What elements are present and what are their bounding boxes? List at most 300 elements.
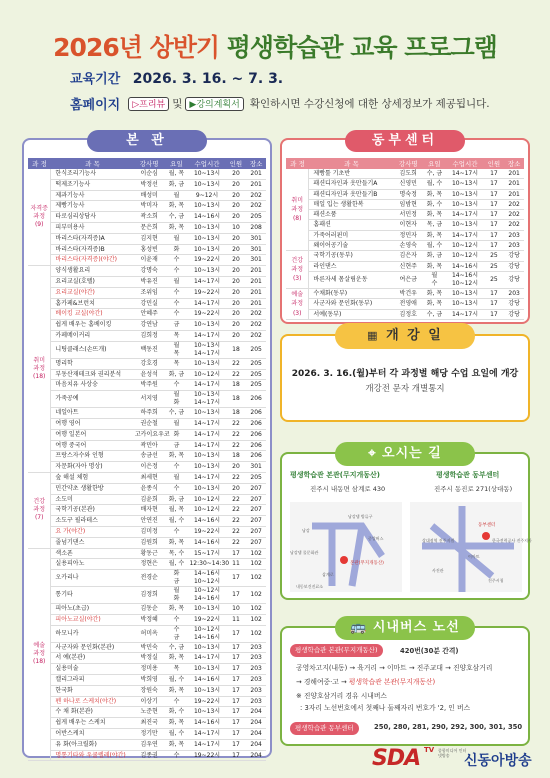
category-cell: 건강 과정 (3) bbox=[286, 251, 309, 289]
table-cell: 권순철 bbox=[134, 418, 165, 429]
table-cell: 20 bbox=[226, 298, 247, 309]
category-cell: 예술 과정 (3) bbox=[286, 288, 309, 319]
table-cell: 10~12시 bbox=[446, 251, 483, 261]
table-row bbox=[28, 642, 266, 653]
table-cell: 205 bbox=[246, 358, 266, 369]
table-cell: 10~13시 bbox=[188, 244, 225, 255]
table-cell: 17 bbox=[484, 241, 505, 251]
course-name-cell: 하모니카 bbox=[51, 625, 134, 642]
table-cell: 14~16시 bbox=[188, 537, 225, 548]
table-cell: 203 bbox=[246, 675, 266, 686]
table-cell: 201 bbox=[504, 189, 524, 199]
table-cell: 월, 수 bbox=[422, 179, 446, 189]
table-cell: 207 bbox=[246, 494, 266, 505]
table-cell: 14~17시 bbox=[188, 739, 225, 750]
course-name-cell: 한국화 bbox=[51, 685, 134, 696]
course-name-cell: 바리스타(자격증)B bbox=[51, 244, 134, 255]
course-name-cell: 실용미술 bbox=[51, 664, 134, 675]
table-cell: 204 bbox=[246, 718, 266, 729]
table-cell: 10~13시 bbox=[188, 408, 225, 419]
table-cell: 202 bbox=[246, 190, 266, 201]
table-cell: 102 bbox=[246, 570, 266, 587]
table-cell: 수 금 bbox=[164, 625, 188, 642]
syllabus-chip[interactable]: ▶강의계획서 bbox=[185, 97, 243, 111]
course-name-cell: 패션소품 bbox=[309, 210, 394, 220]
table-cell: 월 bbox=[164, 233, 188, 244]
table-cell: 10~12시 bbox=[446, 241, 483, 251]
course-name-cell: 피아노(초급) bbox=[51, 604, 134, 615]
table-cell: 17 bbox=[226, 664, 247, 675]
table-cell: 수, 금 bbox=[164, 642, 188, 653]
column-header: 요일 bbox=[164, 158, 188, 169]
table-cell: 화, 목 bbox=[164, 604, 188, 615]
course-name-cell: 제빵기능사 bbox=[51, 201, 134, 212]
table-cell: 신현주 bbox=[394, 261, 422, 271]
table-cell: 203 bbox=[246, 685, 266, 696]
table-cell: 박민숙 bbox=[134, 642, 165, 653]
table-row bbox=[28, 483, 266, 494]
table-row bbox=[286, 210, 524, 220]
table-cell: 201 bbox=[246, 287, 266, 298]
table-row bbox=[28, 559, 266, 570]
table-cell: 202 bbox=[504, 220, 524, 230]
column-header: 장소 bbox=[504, 158, 524, 169]
course-name-cell: 색소폰 bbox=[51, 548, 134, 559]
column-header: 장소 bbox=[246, 158, 266, 169]
course-name-cell: 쉽게 배우는 스케치 bbox=[51, 718, 134, 729]
table-cell: 20 bbox=[226, 179, 247, 190]
table-cell: 김정희 bbox=[134, 587, 165, 604]
table-cell: 목 bbox=[164, 664, 188, 675]
table-row bbox=[286, 299, 524, 309]
table-cell: 월, 수 bbox=[164, 559, 188, 570]
table-cell: 10~13시 bbox=[188, 266, 225, 277]
table-row bbox=[286, 288, 524, 298]
table-cell: 고카이요우코 bbox=[134, 429, 165, 440]
table-row bbox=[28, 653, 266, 664]
table-cell: 301 bbox=[246, 255, 266, 266]
table-cell: 22 bbox=[226, 369, 247, 380]
main-table-header bbox=[28, 158, 266, 169]
table-cell: 17 bbox=[484, 179, 505, 189]
course-name-cell: 숲 해설 체험 bbox=[51, 472, 134, 483]
table-cell: 최진국 bbox=[134, 718, 165, 729]
table-cell: 10~12시 14~16시 bbox=[188, 587, 225, 604]
table-cell: 22 bbox=[226, 516, 247, 527]
table-cell: 월, 수 bbox=[164, 675, 188, 686]
table-cell: 203 bbox=[246, 653, 266, 664]
table-row bbox=[28, 179, 266, 190]
table-cell: 이현자 bbox=[394, 220, 422, 230]
east-map-address: 진주시 동진로 271(상대동) bbox=[434, 485, 513, 493]
table-cell: 월 bbox=[164, 472, 188, 483]
course-name-cell: 자문화(자아 명상) bbox=[51, 462, 134, 473]
table-cell: 화, 목 bbox=[164, 739, 188, 750]
table-cell: 10~13시 14~17시 bbox=[188, 391, 225, 408]
map-label: 삼계로 bbox=[322, 572, 334, 577]
table-cell: 14~16시 bbox=[188, 212, 225, 223]
table-cell: 207 bbox=[246, 483, 266, 494]
directions-box bbox=[280, 446, 532, 600]
table-row bbox=[28, 222, 266, 233]
course-name-cell: 사군자와 문인화(본관) bbox=[51, 642, 134, 653]
table-cell: 14~17시 bbox=[446, 309, 483, 319]
table-cell: 박희영 bbox=[134, 675, 165, 686]
table-cell: 10~13시 bbox=[188, 358, 225, 369]
course-name-cell: 매일 입는 생활한복 bbox=[309, 199, 394, 209]
table-cell: 203 bbox=[504, 241, 524, 251]
table-cell: 하주희 bbox=[134, 408, 165, 419]
title-year: 2026년 상반기 bbox=[53, 33, 220, 62]
course-name-cell: 피부미용사 bbox=[51, 222, 134, 233]
table-cell: 301 bbox=[246, 244, 266, 255]
table-cell: 10~13시 bbox=[446, 189, 483, 199]
course-name-cell: 통기타 bbox=[51, 587, 134, 604]
table-cell: 20 bbox=[226, 330, 247, 341]
table-cell: 최세현 bbox=[134, 472, 165, 483]
table-cell: 배자현 bbox=[134, 505, 165, 516]
table-cell: 19~22시 bbox=[188, 614, 225, 625]
table-cell: 11 bbox=[226, 559, 247, 570]
table-cell: 15~17시 bbox=[188, 548, 225, 559]
table-cell: 202 bbox=[504, 199, 524, 209]
table-cell: 안혜주 bbox=[134, 309, 165, 320]
table-cell: 강당 bbox=[504, 251, 524, 261]
table-cell: 송금선 bbox=[134, 451, 165, 462]
table-cell: 월, 수 bbox=[164, 516, 188, 527]
main-location-pin-icon bbox=[340, 556, 348, 564]
course-name-cell: 카페메이커리 bbox=[51, 330, 134, 341]
table-cell: 화, 목 bbox=[422, 230, 446, 240]
table-row bbox=[286, 241, 524, 251]
table-cell: 정미용 bbox=[134, 664, 165, 675]
table-row bbox=[28, 212, 266, 223]
table-cell: 강연남 bbox=[134, 320, 165, 331]
table-cell: 20 bbox=[226, 169, 247, 179]
table-cell: 목 bbox=[164, 358, 188, 369]
sda-logo-tv: TV bbox=[424, 746, 435, 754]
table-cell: 25 bbox=[484, 251, 505, 261]
table-cell: 금 bbox=[164, 320, 188, 331]
table-cell: 17 bbox=[484, 299, 505, 309]
table-cell: 월, 수 bbox=[422, 241, 446, 251]
table-cell: 14~16시 bbox=[188, 675, 225, 686]
table-cell: 허미옥 bbox=[134, 625, 165, 642]
table-cell: 월 bbox=[164, 276, 188, 287]
table-cell: 화, 목 bbox=[164, 537, 188, 548]
table-cell: 김우연 bbox=[134, 739, 165, 750]
bus-route-a: 공영차고지(내동) → 육거리 → 이마트 → 진주교대 → 진양호삼거리 bbox=[296, 664, 493, 672]
table-cell: 203 bbox=[504, 288, 524, 298]
directions-heading: ⌖ 오시는 길 bbox=[335, 442, 475, 466]
table-cell: 화, 목 bbox=[422, 189, 446, 199]
main-map-area bbox=[290, 502, 402, 592]
table-row bbox=[28, 391, 266, 408]
course-name-cell: 라인댄스 bbox=[309, 261, 394, 271]
bus-route-box bbox=[280, 620, 530, 746]
map-label: 한국전력공사 진주지사 bbox=[492, 538, 532, 543]
table-cell: 20 bbox=[226, 287, 247, 298]
preview-chip[interactable]: ▷프리뷰 bbox=[128, 97, 169, 111]
table-cell: 화 bbox=[164, 429, 188, 440]
table-cell: 202 bbox=[246, 320, 266, 331]
table-cell: 19~22시 bbox=[188, 696, 225, 707]
table-cell: 박정실 bbox=[134, 653, 165, 664]
course-name-cell: 서 예(본관) bbox=[51, 653, 134, 664]
table-row bbox=[28, 537, 266, 548]
course-name-cell: 가죽공예 bbox=[51, 391, 134, 408]
table-cell: 서지영 bbox=[134, 391, 165, 408]
course-name-cell: 어반스케치 bbox=[51, 729, 134, 740]
table-row bbox=[28, 675, 266, 686]
table-cell: 화, 목 bbox=[164, 653, 188, 664]
table-cell: 203 bbox=[246, 664, 266, 675]
table-cell: 20 bbox=[226, 233, 247, 244]
table-row bbox=[28, 190, 266, 201]
table-cell: 화, 목 bbox=[164, 222, 188, 233]
table-row bbox=[28, 169, 266, 179]
table-cell: 수 bbox=[164, 526, 188, 537]
table-row bbox=[286, 230, 524, 240]
table-cell: 22 bbox=[226, 429, 247, 440]
opening-line1: 2026. 3. 16.(월)부터 각 과정별 해당 수업 요일에 개강 bbox=[291, 369, 519, 379]
table-cell: 목, 수 bbox=[164, 548, 188, 559]
east-location-pin-icon bbox=[482, 532, 490, 540]
table-cell: 22 bbox=[226, 526, 247, 537]
opening-date-box bbox=[280, 328, 530, 422]
table-cell: 수 bbox=[164, 462, 188, 473]
table-cell: 17 bbox=[226, 587, 247, 604]
table-cell: 205 bbox=[246, 472, 266, 483]
table-cell: 206 bbox=[246, 408, 266, 419]
table-row bbox=[28, 462, 266, 473]
table-row bbox=[286, 199, 524, 209]
table-cell: 14~16시 bbox=[188, 516, 225, 527]
course-name-cell: 홈카페&브런치 bbox=[51, 298, 134, 309]
opening-heading: ▦ 개 강 일 bbox=[335, 323, 475, 349]
table-cell: 10~13시 bbox=[188, 222, 225, 233]
table-row bbox=[286, 309, 524, 319]
table-cell: 10~13시 bbox=[446, 179, 483, 189]
table-cell: 19~22시 bbox=[188, 287, 225, 298]
table-cell: 수 bbox=[164, 255, 188, 266]
table-cell: 김윤희 bbox=[134, 494, 165, 505]
table-cell: 월 화 bbox=[164, 587, 188, 604]
table-row bbox=[28, 494, 266, 505]
table-cell: 14~17시 bbox=[188, 418, 225, 429]
table-cell: 김동순 bbox=[134, 604, 165, 615]
table-cell: 명숙정 bbox=[394, 189, 422, 199]
table-cell: 17 bbox=[226, 625, 247, 642]
table-row bbox=[286, 169, 524, 179]
table-row bbox=[28, 255, 266, 266]
location-maps bbox=[282, 496, 532, 596]
course-name-cell: 오카리나 bbox=[51, 570, 134, 587]
table-cell: 14~16시 bbox=[188, 718, 225, 729]
table-cell: 10~13시 bbox=[188, 462, 225, 473]
column-header: 요일 bbox=[422, 158, 446, 169]
table-row bbox=[28, 472, 266, 483]
table-cell: 화 bbox=[164, 244, 188, 255]
column-header: 과 정 bbox=[28, 158, 51, 169]
table-row bbox=[28, 276, 266, 287]
table-cell: 22 bbox=[226, 505, 247, 516]
table-cell: 강당 bbox=[504, 299, 524, 309]
course-name-cell: 양식생활요리 bbox=[51, 266, 134, 277]
table-cell: 월, 수 bbox=[164, 729, 188, 740]
table-cell: 강민실 bbox=[134, 298, 165, 309]
course-name-cell: 프랑스자수와 인형 bbox=[51, 451, 134, 462]
course-name-cell: 피아노교실(야간) bbox=[51, 614, 134, 625]
table-cell: 화, 금 bbox=[164, 494, 188, 505]
table-cell: 수 bbox=[164, 483, 188, 494]
map-label: 중앙버스 bbox=[368, 536, 384, 541]
map-label: 남강댐 방류구 bbox=[348, 514, 373, 519]
table-cell: 17 bbox=[484, 189, 505, 199]
table-cell: 20 bbox=[226, 190, 247, 201]
table-cell: 서민정 bbox=[394, 210, 422, 220]
table-cell: 수 bbox=[164, 380, 188, 391]
table-cell: 황동근 bbox=[134, 548, 165, 559]
east-table-header bbox=[286, 158, 524, 169]
table-row bbox=[286, 220, 524, 230]
table-cell: 화, 금 bbox=[164, 369, 188, 380]
table-cell: 204 bbox=[246, 739, 266, 750]
table-cell: 안연진 bbox=[134, 516, 165, 527]
table-cell: 102 bbox=[246, 559, 266, 570]
table-cell: 20 bbox=[226, 320, 247, 331]
table-row bbox=[286, 189, 524, 199]
sdatv-logo bbox=[372, 746, 532, 772]
table-cell: 홍성빈 bbox=[134, 244, 165, 255]
course-name-cell: 가죽어러핀미 bbox=[309, 230, 394, 240]
table-row bbox=[28, 320, 266, 331]
east-center-heading: 동부센터 bbox=[345, 130, 465, 152]
table-cell: 강당 bbox=[504, 309, 524, 319]
course-name-cell: 니팅클래스(손뜨개) bbox=[51, 341, 134, 358]
table-cell: 18 bbox=[226, 391, 247, 408]
table-cell: 수 bbox=[164, 266, 188, 277]
course-name-cell: 여행 영어 bbox=[51, 418, 134, 429]
main-map-address: 진주시 내동면 삼계로 430 bbox=[310, 485, 386, 493]
table-row bbox=[28, 614, 266, 625]
course-name-cell: 소도구 필라테스 bbox=[51, 516, 134, 527]
table-cell: 수 bbox=[164, 750, 188, 761]
course-name-cell: 바리스타(자격증)(야간) bbox=[51, 255, 134, 266]
course-name-cell: 유 화(아크릴화) bbox=[51, 739, 134, 750]
table-cell: 정현은 bbox=[134, 559, 165, 570]
table-cell: 임밤현 bbox=[394, 199, 422, 209]
course-name-cell: 소도미 bbox=[51, 494, 134, 505]
table-cell: 이상기 bbox=[134, 696, 165, 707]
table-cell: 10~12시 bbox=[188, 505, 225, 516]
table-cell: 14~17시 bbox=[446, 210, 483, 220]
table-row bbox=[28, 418, 266, 429]
table-cell: 22 bbox=[226, 418, 247, 429]
table-cell: 102 bbox=[246, 625, 266, 642]
table-cell: 손영숙 bbox=[394, 241, 422, 251]
table-cell: 강당 bbox=[504, 271, 524, 288]
map-label: 본관(무지개동산) bbox=[350, 561, 384, 566]
course-name-cell: 국학기공(본관) bbox=[51, 505, 134, 516]
bus-east-numbers: 250, 280, 281, 290, 292, 300, 301, 350 bbox=[374, 723, 523, 731]
table-cell: 206 bbox=[246, 429, 266, 440]
table-cell: 윤종식 bbox=[134, 483, 165, 494]
table-cell: 14~17시 bbox=[188, 472, 225, 483]
course-name-cell: 쉽게 배우는 홈베이킹 bbox=[51, 320, 134, 331]
table-cell: 20 bbox=[226, 309, 247, 320]
table-cell: 19~22시 bbox=[188, 750, 225, 761]
table-cell: 10~12시 14~16시 bbox=[188, 625, 225, 642]
course-name-cell: 마음치유 사상숭 bbox=[51, 380, 134, 391]
east-map-label: 평생학습관 동부센터 bbox=[436, 471, 500, 479]
table-cell: 17 bbox=[226, 750, 247, 761]
table-cell: 박건우 bbox=[394, 288, 422, 298]
course-name-cell: 제과기능사 bbox=[51, 190, 134, 201]
education-period bbox=[70, 68, 283, 87]
table-row bbox=[28, 408, 266, 419]
table-cell: 화 금 bbox=[164, 570, 188, 587]
table-row bbox=[28, 309, 266, 320]
table-row bbox=[28, 625, 266, 642]
course-name-cell: 수채화(동부) bbox=[309, 288, 394, 298]
table-cell: 207 bbox=[246, 516, 266, 527]
table-cell: 10~13시 bbox=[446, 199, 483, 209]
table-row bbox=[28, 696, 266, 707]
table-row bbox=[28, 548, 266, 559]
page-title bbox=[0, 28, 550, 64]
table-cell: 17 bbox=[484, 288, 505, 298]
table-cell: 203 bbox=[246, 642, 266, 653]
category-cell: 자격증 과정 (9) bbox=[28, 169, 51, 266]
table-cell: 20 bbox=[226, 462, 247, 473]
course-name-cell: 떡제조기능사 bbox=[51, 179, 134, 190]
bus-main-number: 420번(30분 간격) bbox=[400, 647, 459, 655]
table-cell: 월 bbox=[164, 190, 188, 201]
bus-heading: 🚌 시내버스 노선 bbox=[335, 616, 475, 640]
map-label: 상대점역 진주지점 bbox=[422, 538, 455, 543]
table-cell: 10~13시 bbox=[188, 483, 225, 494]
table-cell: 206 bbox=[246, 418, 266, 429]
table-cell: 화, 목 bbox=[422, 261, 446, 271]
title-program: 평생학습관 교육 프로그램 bbox=[226, 33, 497, 62]
course-name-cell: 요리교실(호텔) bbox=[51, 276, 134, 287]
table-cell: 10~13시 bbox=[188, 685, 225, 696]
table-cell: 화, 목 bbox=[164, 201, 188, 212]
table-cell: 20 bbox=[226, 212, 247, 223]
table-cell: 14~17시 bbox=[446, 230, 483, 240]
main-course-table bbox=[28, 158, 266, 761]
table-cell: 박유진 bbox=[134, 276, 165, 287]
table-cell: 19~22시 bbox=[188, 309, 225, 320]
table-cell: 205 bbox=[246, 380, 266, 391]
table-row bbox=[286, 179, 524, 189]
table-cell: 김은자 bbox=[394, 251, 422, 261]
table-cell: 10 bbox=[226, 604, 247, 615]
table-cell: 목, 금 bbox=[422, 220, 446, 230]
course-name-cell: 바른자세 몸살림운동 bbox=[309, 271, 394, 288]
table-cell: 금 bbox=[164, 440, 188, 451]
table-cell: 202 bbox=[246, 309, 266, 320]
table-cell: 화, 금 bbox=[164, 179, 188, 190]
table-cell: 노준현 bbox=[134, 707, 165, 718]
east-course-table bbox=[286, 158, 524, 320]
column-header: 과 정 bbox=[286, 158, 309, 169]
table-cell: 수 bbox=[164, 696, 188, 707]
table-cell: 화, 목 bbox=[422, 299, 446, 309]
table-cell: 102 bbox=[246, 614, 266, 625]
table-cell: 10~13시 bbox=[188, 320, 225, 331]
